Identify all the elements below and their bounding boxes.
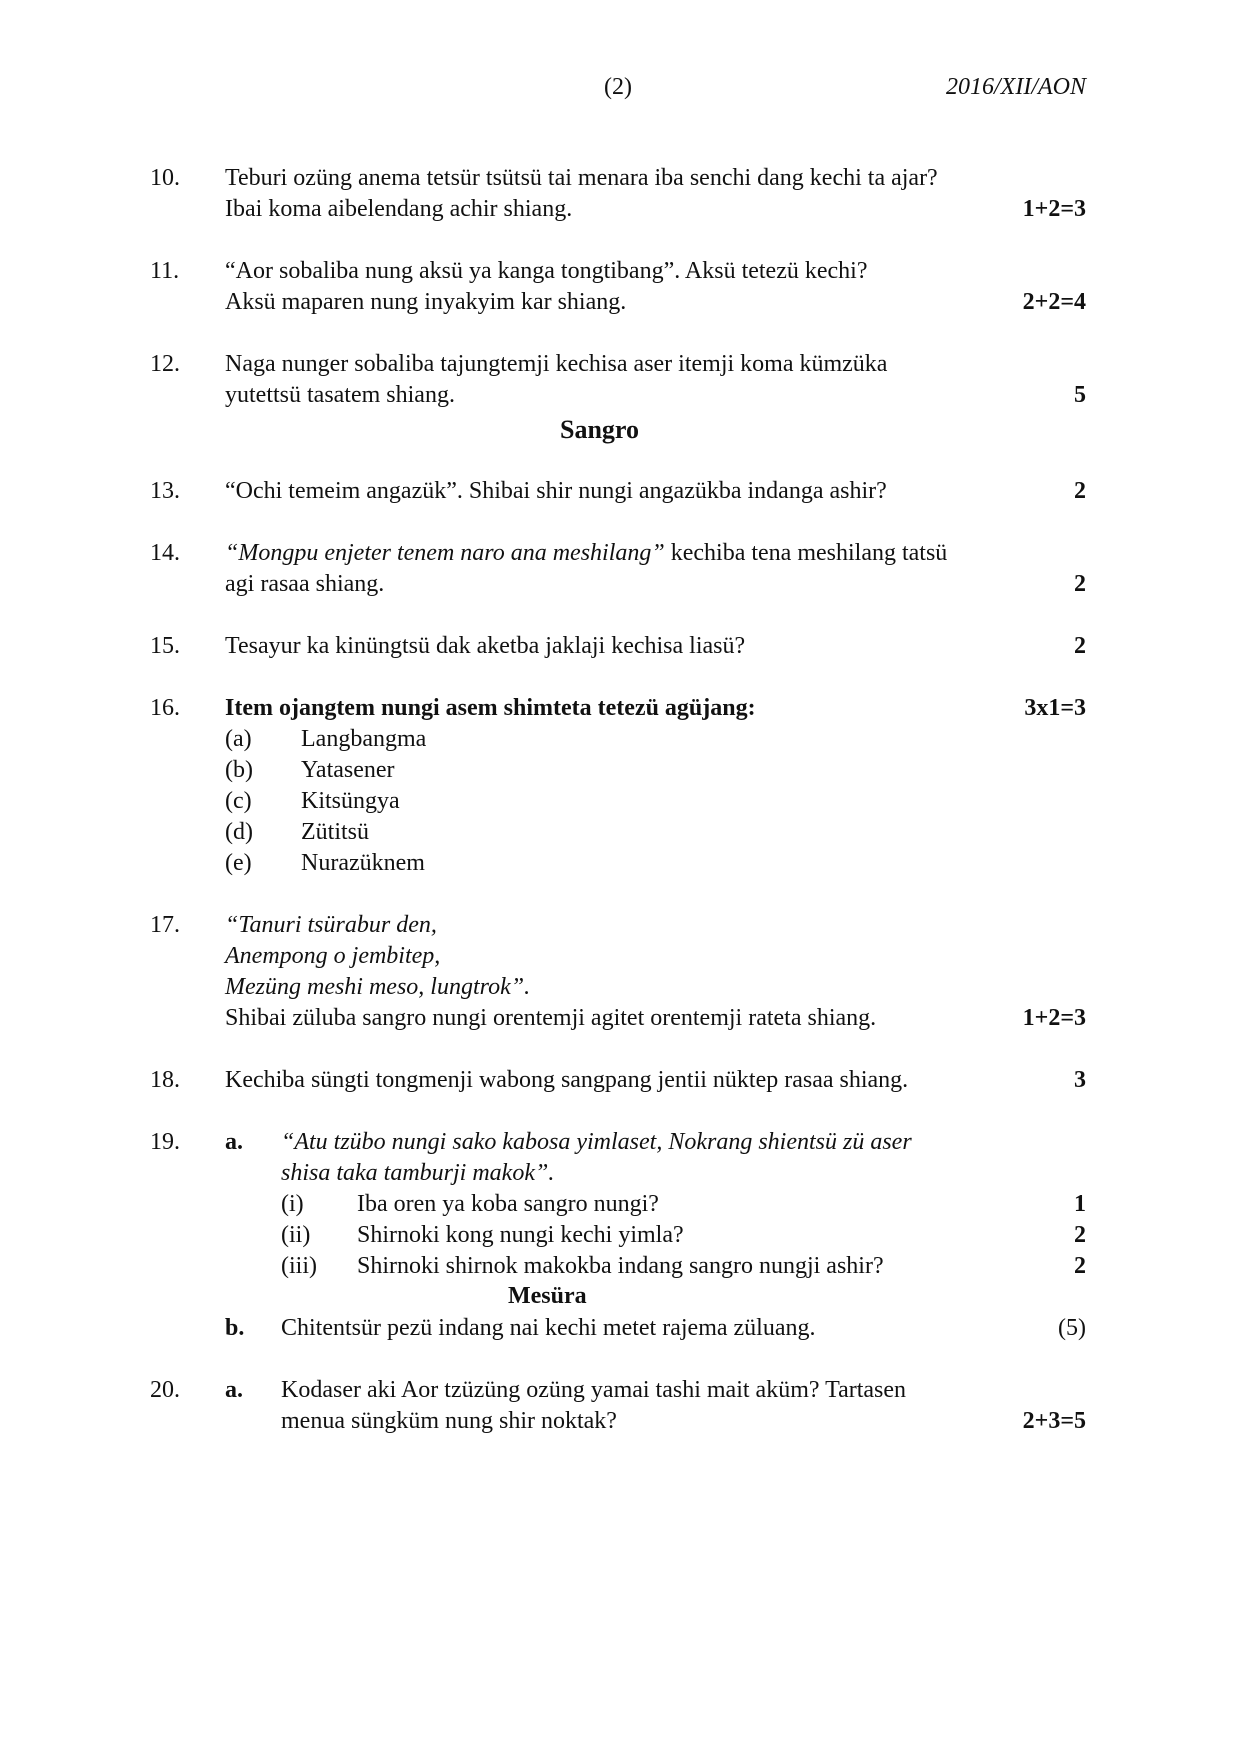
question-text-line: “Ochi temeim angazük”. Shibai shir nungi angazükba indanga ashir? [225, 478, 887, 504]
marks: 5 [1074, 382, 1086, 408]
question-number: 11. [150, 258, 180, 284]
marks: 2 [1074, 1253, 1086, 1279]
question-number: 14. [150, 540, 180, 566]
question-text: kechiba tena meshilang tatsü [664, 540, 948, 566]
option-label: (c) [225, 788, 252, 814]
marks: 2 [1074, 478, 1086, 504]
question-text-line: Aksü maparen nung inyakyim kar shiang. [225, 289, 627, 315]
sub-item-text: Shirnoki shirnok makokba indang sangro nungji ashir? [357, 1253, 884, 1279]
section-heading-sangro: Sangro [560, 415, 639, 444]
quoted-text-line: shisa taka tamburji makok”. [281, 1160, 555, 1186]
question-number: 16. [150, 695, 180, 721]
sub-item-label: (ii) [281, 1222, 311, 1248]
marks: 2+2=4 [1022, 289, 1086, 315]
question-text-line: “Aor sobaliba nung aksü ya kanga tongtibang”. Aksü tetezü kechi? [225, 258, 868, 284]
sub-item-text: Shirnoki kong nungi kechi yimla? [357, 1222, 684, 1248]
quoted-text-line: “Atu tzübo nungi sako kabosa yimlaset, Nokrang shientsü zü aser [281, 1129, 912, 1155]
option-label: (e) [225, 850, 252, 876]
option-text: Yatasener [301, 757, 395, 783]
question-number: 13. [150, 478, 180, 504]
question-text-line: Tesayur ka kinüngtsü dak aketba jaklaji kechisa liasü? [225, 633, 746, 659]
question-number: 18. [150, 1067, 180, 1093]
sub-question-letter: b. [225, 1315, 245, 1341]
option-text: Kitsüngya [301, 788, 400, 814]
option-text: Langbangma [301, 726, 427, 752]
question-number: 15. [150, 633, 180, 659]
question-number: 10. [150, 165, 180, 191]
sub-question-letter: a. [225, 1129, 243, 1155]
paper-code: 2016/XII/AON [946, 74, 1086, 100]
marks: 1 [1074, 1191, 1086, 1217]
marks: 2 [1074, 571, 1086, 597]
question-number: 17. [150, 912, 180, 938]
marks: 2 [1074, 1222, 1086, 1248]
question-text-line: Naga nunger sobaliba tajungtemji kechisa aser itemji koma kümzüka [225, 351, 888, 377]
marks: 3 [1074, 1067, 1086, 1093]
question-text-line: Shibai züluba sangro nungi orentemji agitet orentemji rateta shiang. [225, 1005, 877, 1031]
question-text-line [225, 538, 947, 569]
option-label: (a) [225, 726, 252, 752]
option-label: (d) [225, 819, 253, 845]
question-text-line: menua süngküm nung shir noktak? [281, 1408, 617, 1434]
sub-item-label: (i) [281, 1191, 304, 1217]
question-text-line: Teburi ozüng anema tetsür tsütsü tai menara iba senchi dang kechi ta ajar? [225, 165, 938, 191]
question-text-line: Kodaser aki Aor tzüzüng ozüng yamai tashi mait aküm? Tartasen [281, 1377, 907, 1403]
question-text-line: Ibai koma aibelendang achir shiang. [225, 196, 573, 222]
option-label: (b) [225, 757, 253, 783]
sub-item-label: (iii) [281, 1253, 317, 1279]
section-heading-mesura: Mesüra [508, 1283, 587, 1309]
question-text-line: agi rasaa shiang. [225, 571, 385, 597]
verse-line: “Tanuri tsürabur den, [225, 912, 437, 938]
option-text: Zütitsü [301, 819, 370, 845]
sub-question-letter: a. [225, 1377, 243, 1403]
sub-item-text: Iba oren ya koba sangro nungi? [357, 1191, 659, 1217]
marks: 1+2=3 [1022, 196, 1086, 222]
question-number: 20. [150, 1377, 180, 1403]
marks: 3x1=3 [1024, 695, 1086, 721]
question-number: 12. [150, 351, 180, 377]
question-text-line: yutettsü tasatem shiang. [225, 382, 455, 408]
question-text-line: Kechiba süngti tongmenji wabong sangpang jentii nüktep rasaa shiang. [225, 1067, 909, 1093]
quoted-text: “Mongpu enjeter tenem naro ana meshilang” [225, 540, 665, 566]
marks: 2+3=5 [1022, 1408, 1086, 1434]
verse-line: Mezüng meshi meso, lungtrok”. [225, 974, 531, 1000]
marks: (5) [1058, 1315, 1086, 1341]
marks: 2 [1074, 633, 1086, 659]
verse-line: Anempong o jembitep, [225, 943, 441, 969]
question-text-line: Chitentsür pezü indang nai kechi metet rajema züluang. [281, 1315, 816, 1341]
question-title: Item ojangtem nungi asem shimteta tetezü agüjang: [225, 695, 756, 721]
question-number: 19. [150, 1129, 180, 1155]
page-number: (2) [604, 74, 632, 100]
marks: 1+2=3 [1022, 1005, 1086, 1031]
option-text: Nurazüknem [301, 850, 425, 876]
